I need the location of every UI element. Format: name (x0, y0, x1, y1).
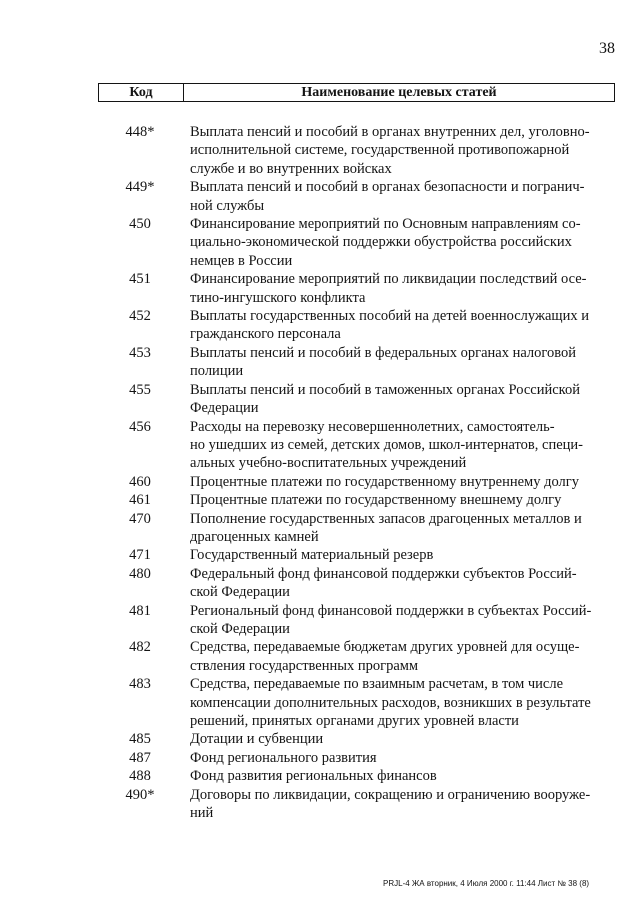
entry-name (182, 381, 615, 418)
list-item (98, 767, 615, 785)
list-item (98, 786, 615, 823)
entry-name (182, 344, 615, 381)
entry-name (182, 730, 615, 748)
entry-name-line: Пополнение государственных запасов драгоценных металлов и (190, 510, 582, 527)
entry-name-line: Финансирование мероприятий по Основным направлениям со- (190, 216, 581, 233)
list-item (98, 546, 615, 564)
entry-name-line: Процентные платежи по государственному внешнему долгу (190, 492, 562, 509)
list-item (98, 215, 615, 270)
entry-name-line: Расходы на перевозку несовершеннолетних, самостоятель- (190, 418, 555, 435)
entry-name (182, 491, 615, 509)
name-column-header: Наименование целевых статей (301, 84, 497, 100)
entry-name-line: решений, принятых органами других уровней власти (190, 713, 519, 729)
entry-code: 449* (125, 179, 155, 196)
entry-name-line: Средства, передаваемые бюджетам других уровней для осуще- (190, 639, 580, 656)
entries-list (98, 123, 615, 822)
list-item (98, 491, 615, 509)
table-header (98, 83, 615, 102)
entry-code: 490* (125, 786, 155, 803)
entry-name-line: альных учебно-воспитательных учреждений (190, 455, 467, 472)
entry-name-line: компенсации дополнительных расходов, возникших в результате (190, 694, 591, 711)
entry-name (182, 546, 615, 564)
list-item (98, 473, 615, 491)
entry-name-line: ствления государственных программ (190, 657, 419, 674)
entry-code: 481 (129, 602, 151, 619)
list-item (98, 344, 615, 381)
entry-name-line: ний (190, 805, 214, 822)
entry-name-line: немцев в России (190, 252, 293, 269)
entry-name-line: циально-экономической поддержки обустройства российских (190, 234, 572, 251)
entry-name-line: Средства, передаваемые по взаимным расчетам, в том числе (190, 676, 564, 693)
list-item (98, 270, 615, 307)
entry-name-line: Выплаты пенсий и пособий в федеральных органах налоговой (190, 344, 576, 361)
entry-name (182, 215, 615, 270)
entry-name (182, 749, 615, 767)
entry-name (182, 565, 615, 602)
entry-name-line: тино-ингушского конфликта (190, 289, 366, 306)
entry-name (182, 602, 615, 639)
entry-name-line: драгоценных камней (190, 528, 319, 545)
entry-name-line: Процентные платежи по государственному внутреннему долгу (190, 473, 579, 490)
entry-name-line: Федерации (190, 400, 259, 417)
entry-name (182, 473, 615, 491)
list-item (98, 510, 615, 547)
entry-name (182, 307, 615, 344)
entry-code: 450 (129, 216, 151, 233)
list-item (98, 638, 615, 675)
entry-name-line: Фонд регионального развития (190, 749, 377, 766)
entry-name-line: но ушедших из семей, детских домов, школ-интернатов, специ- (190, 436, 584, 453)
list-item (98, 730, 615, 748)
entry-code: 460 (129, 473, 151, 490)
entry-code: 487 (129, 749, 151, 766)
entry-name (182, 786, 615, 823)
entry-code: 488 (129, 768, 151, 785)
entry-code: 471 (129, 547, 151, 564)
entry-code: 480 (129, 565, 151, 582)
entry-name-line: Выплата пенсий и пособий в органах внутренних дел, уголовно- (190, 124, 590, 140)
entry-name (182, 767, 615, 785)
entry-name-line: ской Федерации (190, 584, 290, 601)
entry-name (182, 178, 615, 215)
page-number: 38 (599, 40, 615, 57)
entry-name-line: полиции (190, 363, 244, 380)
code-column-header: Код (99, 84, 184, 101)
entry-name (182, 638, 615, 675)
entry-name-line: ной службы (190, 197, 265, 214)
list-item (98, 381, 615, 418)
entry-name (182, 675, 615, 730)
entry-name-line: исполнительной системе, государственной противопожарной (190, 142, 570, 159)
entry-code: 485 (129, 731, 151, 748)
print-footer: PRJL-4 ЖА вторник, 4 Июля 2000 г. 11:44 Лист № 38 (8) (383, 879, 590, 888)
list-item (98, 565, 615, 602)
entry-code: 456 (129, 418, 151, 435)
entry-name-line: Выплаты государственных пособий на детей военнослужащих и (190, 308, 589, 325)
entry-name-line: ской Федерации (190, 620, 290, 637)
list-item (98, 418, 615, 473)
entry-name-line: Региональный фонд финансовой поддержки в субъектах Россий- (190, 602, 592, 619)
list-item (98, 749, 615, 767)
entry-name (182, 510, 615, 547)
list-item (98, 178, 615, 215)
entry-name-line: Дотации и субвенции (190, 731, 324, 748)
entry-name-line: Государственный материальный резерв (190, 547, 434, 564)
entry-code: 461 (129, 492, 151, 509)
entry-code: 453 (129, 344, 151, 361)
list-item (98, 675, 615, 730)
entry-code: 482 (129, 639, 151, 656)
entry-name-line: Фонд развития региональных финансов (190, 768, 437, 785)
entry-code: 451 (129, 271, 151, 288)
list-item (98, 602, 615, 639)
entry-name-line: Федеральный фонд финансовой поддержки субъектов Россий- (190, 565, 577, 582)
entry-name-line: Выплаты пенсий и пособий в таможенных органах Российской (190, 381, 580, 398)
entry-name-line: Финансирование мероприятий по ликвидации последствий осе- (190, 271, 587, 288)
entry-name (182, 270, 615, 307)
entry-name (182, 123, 615, 178)
entry-code: 470 (129, 510, 151, 527)
entry-name (182, 418, 615, 473)
entry-code: 448* (125, 124, 155, 140)
list-item (98, 123, 615, 178)
entry-name-line: Выплата пенсий и пособий в органах безопасности и погранич- (190, 179, 585, 196)
entry-name-line: гражданского персонала (190, 326, 341, 343)
entry-name-line: Договоры по ликвидации, сокращению и ограничению вооруже- (190, 786, 591, 803)
list-item (98, 307, 615, 344)
entry-code: 452 (129, 308, 151, 325)
entry-code: 455 (129, 381, 151, 398)
entry-name-line: службе и во внутренних войсках (190, 160, 392, 177)
entry-code: 483 (129, 676, 151, 693)
